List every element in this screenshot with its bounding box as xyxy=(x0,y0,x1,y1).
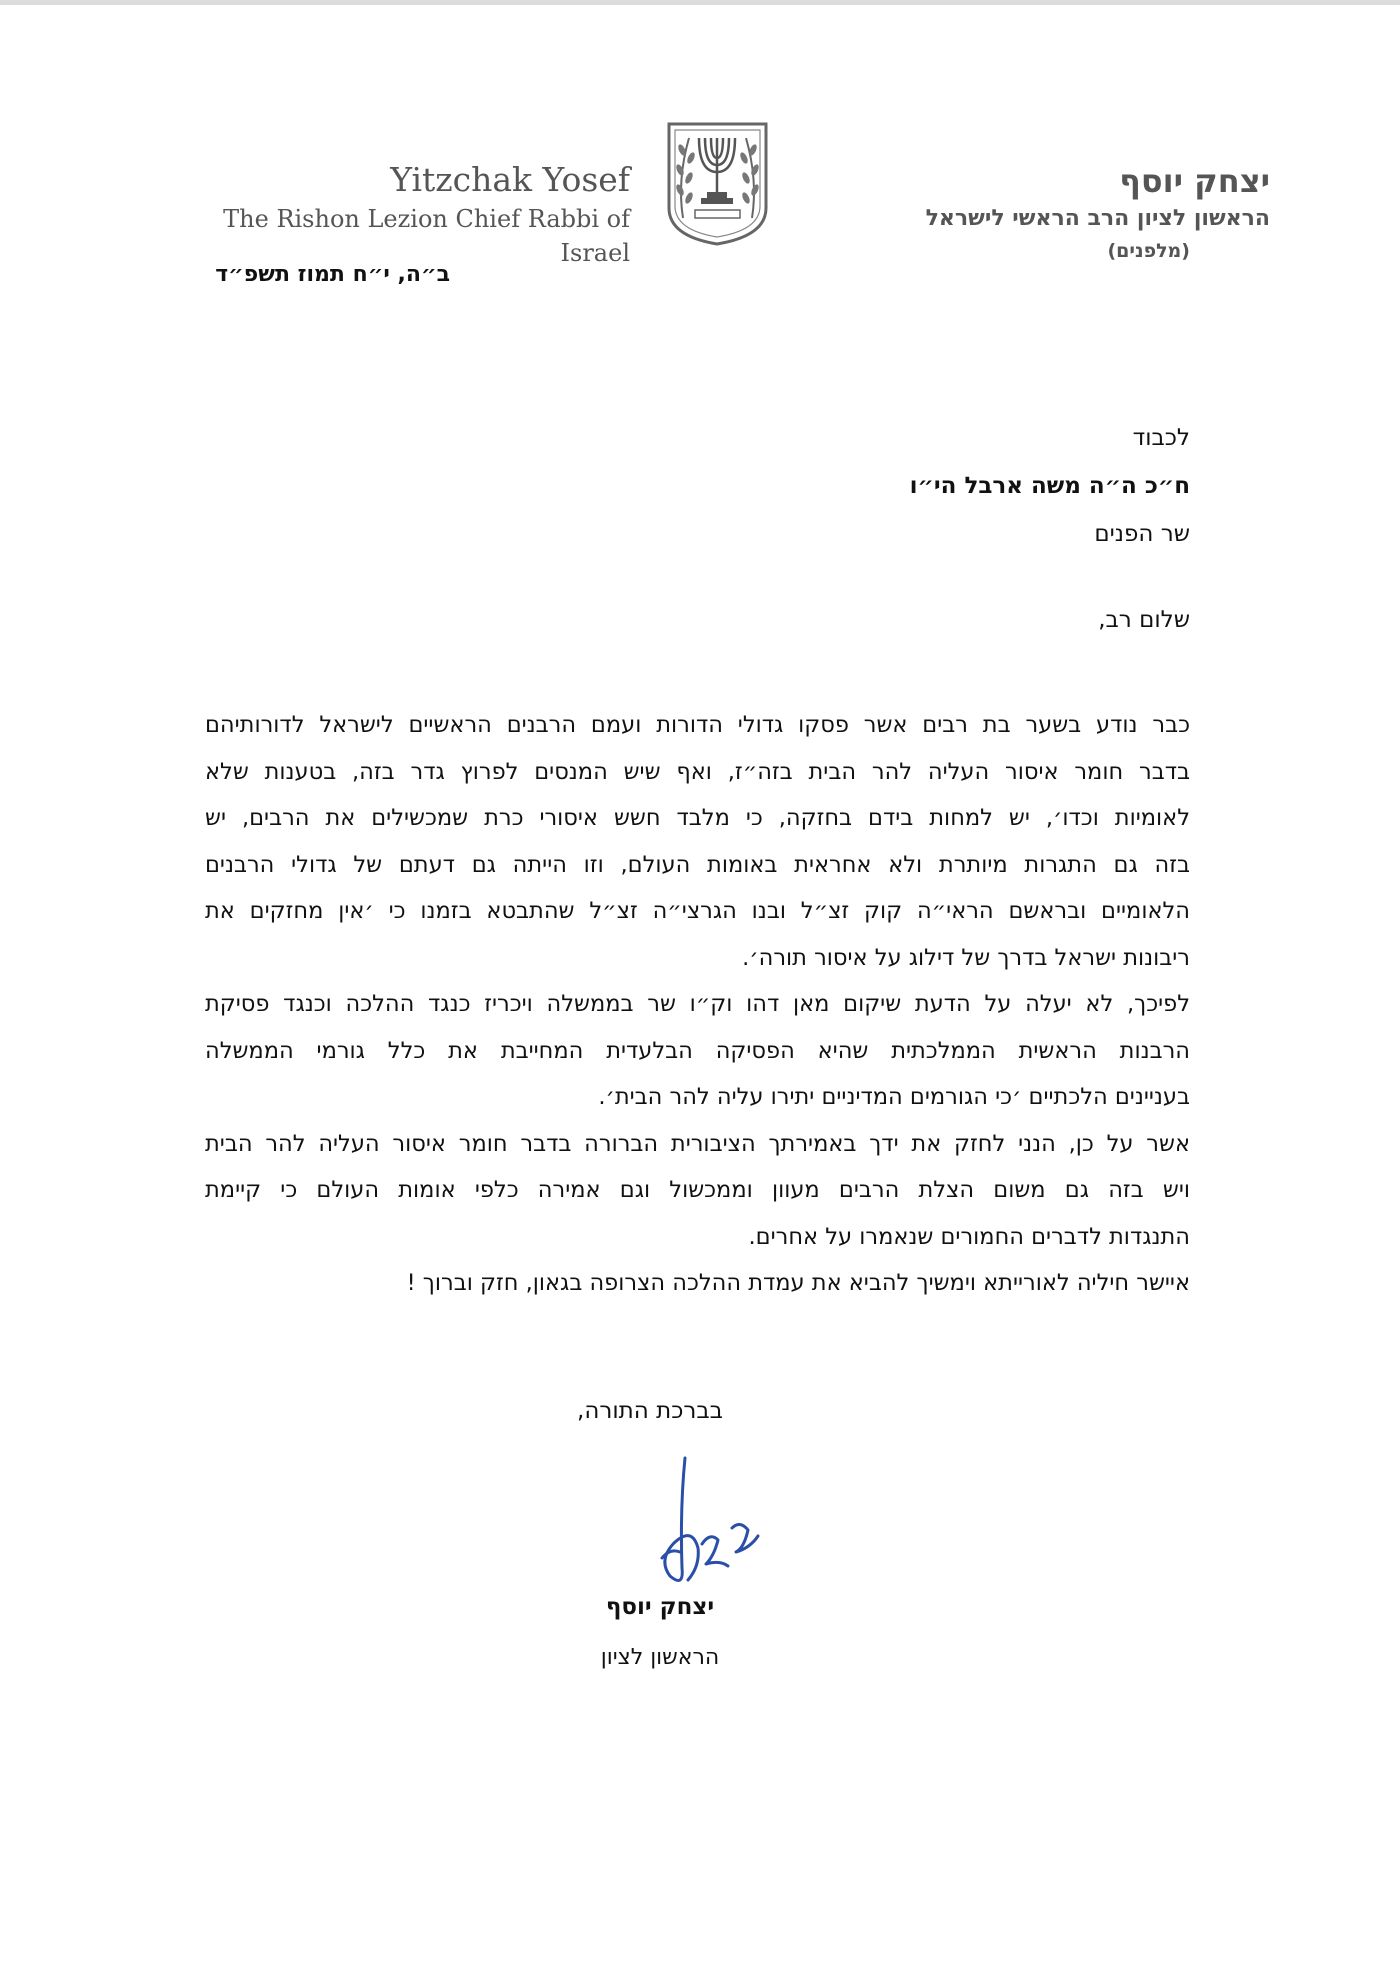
body-line: בדבר חומר איסור העליה להר הבית בזה״ז, ואף שיש המנסים לפרוץ גדר בזה, בטענות שלא xyxy=(205,758,1190,785)
body-line: התנגדות לדברים החמורים שנאמרו על אחרים. xyxy=(748,1223,1190,1250)
body-line: לפיכך, לא יעלה על הדעת שיקום מאן דהו וק״ו שר בממשלה ויכריז כנגד ההלכה וכנגד פסיקת xyxy=(205,991,1190,1017)
body-line: בזה גם התגרות מיותרת ולא אחראית באומות העולם, וזו הייתה גם דעתם של גדולי הרבנים xyxy=(205,851,1190,878)
signature-name: יצחק יוסף xyxy=(605,1594,715,1620)
letter-body xyxy=(205,702,1190,1307)
top-border xyxy=(0,0,1400,5)
letterhead-hebrew-title: הראשון לציון הרב הראשי לישראל xyxy=(925,206,1270,231)
body-line: ויש בזה גם משום הצלת הרבים מעוון וממכשול וגם אמירה כלפי אומות העולם כי קיימת xyxy=(205,1177,1190,1203)
addressee-role: שר הפנים xyxy=(1094,521,1190,547)
closing: בברכת התורה, xyxy=(577,1398,723,1424)
letterhead-hebrew-name: יצחק יוסף xyxy=(1119,162,1270,200)
letterhead-hebrew-former: (מלפנים) xyxy=(1107,240,1190,262)
body-line: הלאומיים ובראשם הראי״ה קוק זצ״ל ובנו הגרצי״ה זצ״ל שהתבטא בזמנו כי ׳אין מחזקים את xyxy=(205,898,1190,924)
body-line: איישר חיליה לאורייתא וימשיך להביא את עמדת ההלכה הצרופה בגאון, חזק וברוך ! xyxy=(406,1270,1190,1296)
body-line: הרבנות הראשית הממלכתית שהיא הפסיקה הבלעדית המחייבת את כלל גורמי הממשלה xyxy=(205,1037,1190,1064)
body-line: לאומיות וכדו׳, יש למחות בידם בחזקה, כי מלבד חשש איסורי כרת שמכשילים את הרבים, יש xyxy=(205,805,1190,831)
body-line: אשר על כן, הנני לחזק את ידך באמירתך הציבורית הברורה בדבר חומר איסור העליה להר הבית xyxy=(205,1130,1190,1157)
greeting: שלום רב, xyxy=(1098,607,1190,633)
letter-date: ב״ה, י״ח תמוז תשפ״ד xyxy=(215,262,450,287)
letterhead-english xyxy=(160,158,630,270)
body-line: כבר נודע בשער בת רבים אשר פסקו גדולי הדורות ועמם הרבנים הראשיים לישראל לדורותיהם xyxy=(205,712,1190,738)
menorah-emblem-icon xyxy=(665,120,770,248)
body-line: ריבונות ישראל בדרך של דילוג על איסור תורה׳. xyxy=(742,944,1190,971)
letterhead-english-title: The Rishon Lezion Chief Rabbi of Israel xyxy=(223,205,630,267)
addressee-line: לכבוד xyxy=(1132,425,1190,451)
addressee-block xyxy=(700,414,1190,558)
addressee-name: ח״כ ה״ה משה ארבל הי״ו xyxy=(909,473,1190,499)
letterhead-english-name: Yitzchak Yosef xyxy=(390,160,630,199)
letterhead-hebrew xyxy=(860,160,1270,266)
handwritten-signature xyxy=(640,1448,770,1598)
signature-title: הראשון לציון xyxy=(600,1645,720,1670)
body-line: בעניינים הלכתיים ׳כי הגורמים המדיניים יתירו עליה להר הבית׳. xyxy=(598,1084,1190,1110)
